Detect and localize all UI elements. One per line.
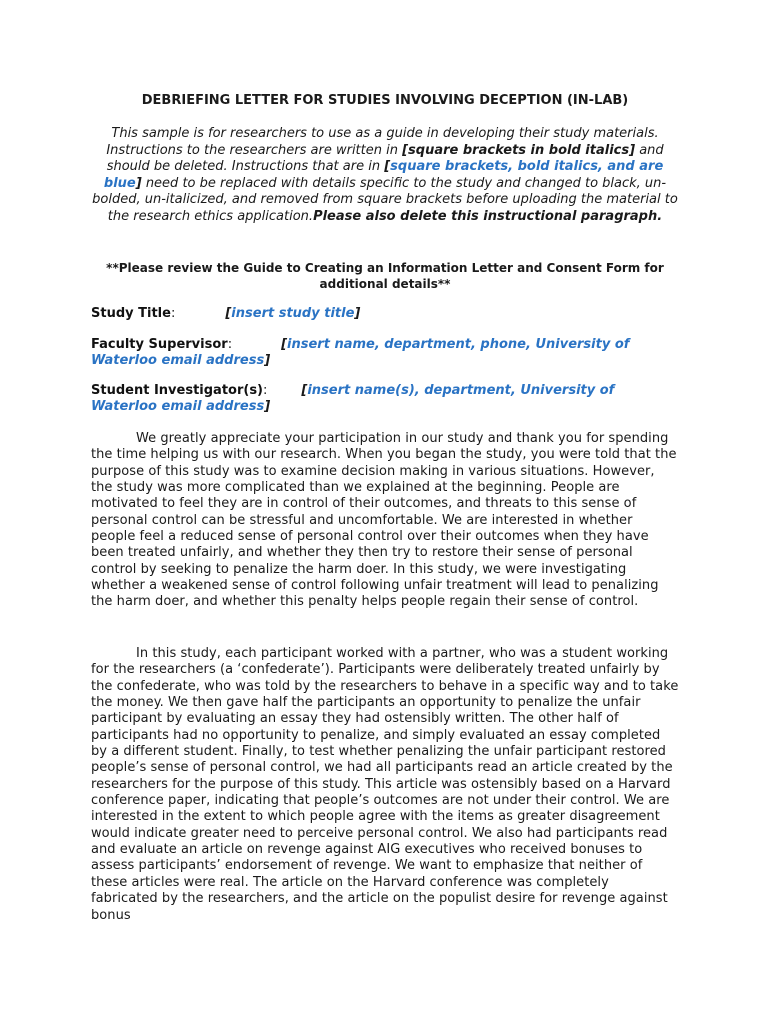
intro-text-3: need to be replaced with details specific to the study and changed to black, un-bolded, un-italicized, and removed from square brackets before uploading the material to the research ethics application. [92, 175, 678, 224]
intro-text-2: and should be deleted. Instructions that are in [106, 142, 664, 175]
intro-text-1: This sample is for researchers to use as a guide in developing their study materials. Instructions to the researchers are written in [106, 126, 659, 158]
intro-blue-open: [ [384, 159, 391, 175]
intro-bold-2: Please also delete this instructional paragraph. [313, 208, 663, 224]
faculty-supervisor-label: Faculty Supervisor [91, 337, 228, 352]
student-investigator-label: Student Investigator(s) [91, 383, 263, 398]
student-investigator-close: ] [264, 399, 271, 414]
study-title-close: ] [354, 306, 361, 321]
student-investigator-field [91, 383, 681, 415]
faculty-supervisor-open: [ [281, 337, 288, 352]
student-investigator-colon: : [263, 383, 268, 398]
faculty-supervisor-colon: : [227, 337, 233, 352]
intro-blue-close: ] [135, 175, 142, 191]
faculty-supervisor-field [91, 337, 681, 369]
study-title-open: [ [225, 306, 232, 321]
faculty-supervisor-value: insert name, department, phone, University of Waterloo email address [91, 337, 630, 368]
student-investigator-open: [ [301, 383, 308, 398]
document-title: DEBRIEFING LETTER FOR STUDIES INVOLVING DECEPTION (IN-LAB) [141, 93, 629, 108]
intro-instructions [88, 126, 682, 226]
study-title-field [91, 306, 681, 322]
intro-blue-text: square brackets, bold italics, and are blue [103, 159, 664, 191]
intro-bold-1: [square brackets in bold italics] [402, 142, 636, 158]
study-title-label: Study Title [91, 306, 171, 321]
student-investigator-value: insert name(s), department, University of Waterloo email address [91, 383, 615, 414]
body-paragraph-1: We greatly appreciate your participation in our study and thank you for spending the time helping us with our research. When you began the study, you were told that the purpose of this study was to examine decision making in various situations. However, the study was more complicated than we explained at the beginning. People are motivated to feel they are in control of their outcomes, and threats to this sense of personal control can be stressful and uncomfortable. We are interested in whether people feel a reduced sense of personal control over their outcomes when they have been treated unfairly, and whether they then try to restore their sense of personal control by seeking to penalize the harm doer. In this study, we were investigating whether a weakened sense of control following unfair treatment will lead to penalizing the harm doer, and whether this penalty helps people regain their sense of control. [91, 431, 677, 610]
study-title-colon: : [170, 306, 176, 321]
study-title-value: insert study title [231, 306, 355, 321]
faculty-supervisor-close: ] [264, 353, 271, 368]
review-note: **Please review the Guide to Creating an Information Letter and Consent Form for additional details** [106, 261, 664, 291]
body-paragraph-2: In this study, each participant worked with a partner, who was a student working for the researchers (a ‘confederate’). Participants were deliberately treated unfairly by the confederate, who was told by the researchers to behave in a specific way and to take the money. We then gave half the participants an opportunity to penalize the unfair participant by evaluating an essay they had ostensibly written. The other half of participants had no opportunity to penalize, and simply evaluated an essay completed by a different student. Finally, to test whether penalizing the unfair participant restored people’s sense of personal control, we had all participants read an article created by the researchers for the purpose of this study. This article was ostensibly based on a Harvard conference paper, indicating that people’s outcomes are not under their control. We are interested in the extent to which people agree with the items as greater disagreement would indicate greater need to perceive personal control. We also had participants read and evaluate an article on revenge against AIG executives who received bonuses to assess participants’ endorsement of revenge. We want to emphasize that neither of these articles were real. The article on the Harvard conference was completely fabricated by the researchers, and the article on the populist desire for revenge against bonus [91, 646, 679, 923]
